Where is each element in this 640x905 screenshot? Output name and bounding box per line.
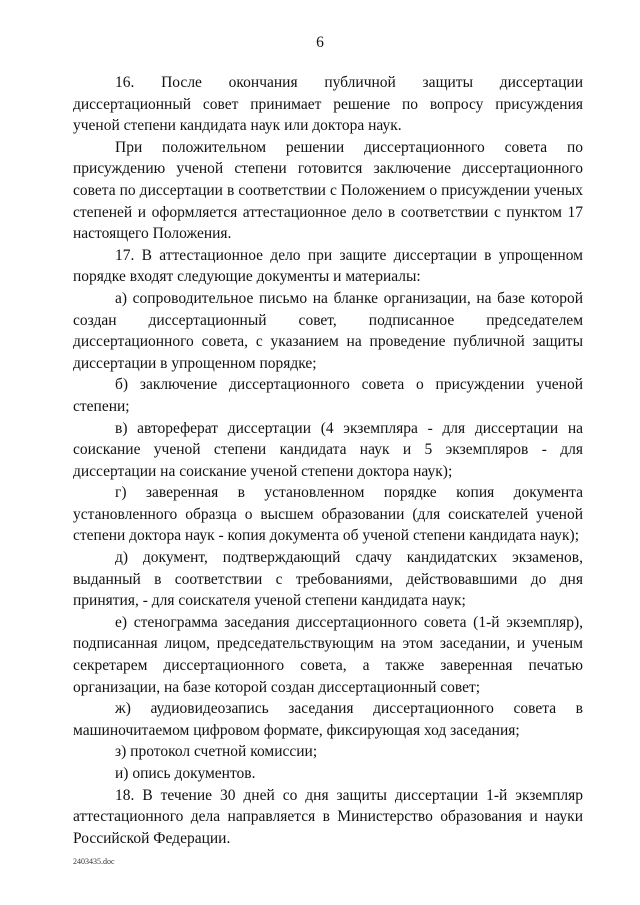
paragraph-17: 17. В аттестационное дело при защите диссертации в упрощенном порядке входят следующие документы и материалы: — [73, 246, 583, 286]
list-item-z: з) протокол счетной комиссии; — [115, 743, 318, 761]
list-item-i: и) опись документов. — [115, 765, 256, 782]
footer-filename: 2403435.doc — [73, 857, 115, 866]
list-item-e: е) стенограмма заседания диссертационного совета (1-й экземпляр), подписанная лицом, председательствующим на этом заседании, и ученым секретарем диссертационного совета, а также заверенная печатью организации, на базе которой создан диссертационный совет; — [73, 613, 583, 696]
paragraph-16-conclusion: При положительном решении диссертационного совета по присуждению ученой степени готовится заключение диссертационного совета по диссертации в соответствии с Положением о присуждении ученых степеней и оформляется аттестационное дело в соответствии с пунктом 17 настоящего Положения. — [73, 138, 583, 243]
document-body — [73, 72, 583, 849]
list-item-g: г) заверенная в установленном порядке копия документа установленного образца о высшем образовании (для соискателей ученой степени доктора наук - копия документа об ученой степени кандидата наук); — [73, 484, 583, 545]
list-item-d: д) документ, подтверждающий сдачу кандидатских экзаменов, выданный в соответствии с требованиями, действовавшими до дня принятия, - для соискателя ученой степени кандидата наук; — [73, 549, 583, 610]
list-item-b: б) заключение диссертационного совета о присуждении ученой степени; — [73, 376, 583, 415]
page-number: 6 — [316, 34, 324, 51]
list-item-a: а) сопроводительное письмо на бланке организации, на базе которой создан диссертационный совет, подписанное председателем диссертационного совета, с указанием на проведение публичной защиты диссертации в упрощенном порядке; — [73, 289, 583, 372]
list-item-v: в) автореферат диссертации (4 экземпляра - для диссертации на соискание ученой степени кандидата наук и 5 экземпляров - для диссертации на соискание ученой степени доктора наук); — [73, 419, 583, 480]
paragraph-18: 18. В течение 30 дней со дня защиты диссертации 1-й экземпляр аттестационного дела направляется в Министерство образования и науки Российской Федерации. — [73, 786, 583, 847]
paragraph-16: 16. После окончания публичной защиты диссертации диссертационный совет принимает решение по вопросу присуждения ученой степени кандидата наук или доктора наук. — [73, 74, 583, 135]
list-item-zh: ж) аудиовидеозапись заседания диссертационного совета в машиночитаемом цифровом формате, фиксирующая ход заседания; — [73, 700, 583, 739]
